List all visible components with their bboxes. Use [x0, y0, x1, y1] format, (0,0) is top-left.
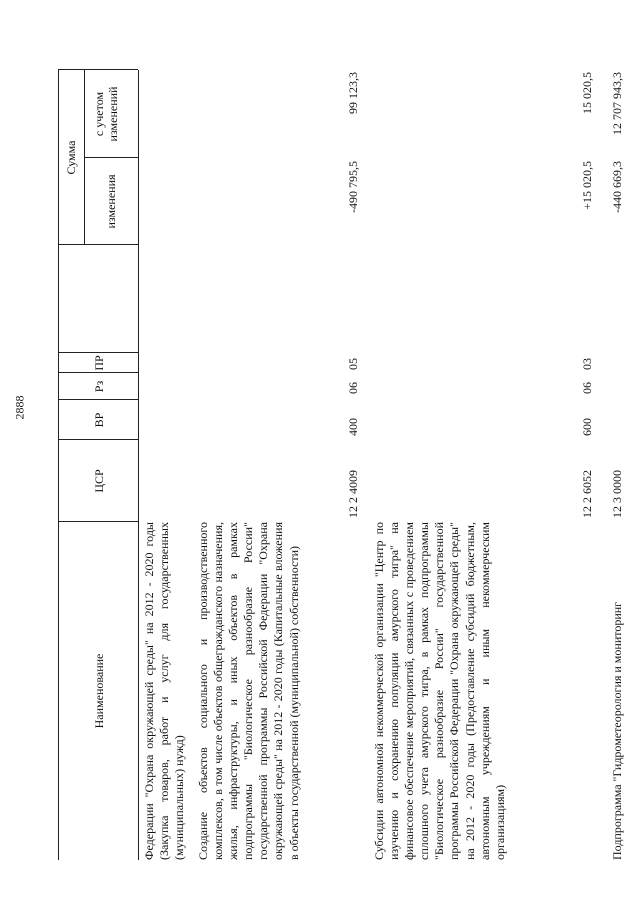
header-pr: ПР [92, 355, 106, 371]
row-name: Создание объектов социального и производственного комплексов, в том числе объектов общегражданского назначения, жилья, инфраструктуры, и иных объектов в рамках подпрограммы "Биологическое разнообразие России" государственной программы Российской Федерации "Охрана окружающей среды" на 2012 - 2020 годы (Капитальные вложения в объекты государственной (муниципальной) собственности) [196, 522, 301, 860]
row-name: Подпрограмма "Гидрометеорология и мониторинг [610, 601, 624, 860]
budget-table [0, 70, 640, 860]
row-rz: 06 [346, 382, 360, 394]
row-csr: 12 3 0000 [610, 470, 624, 518]
header-with-change: с учетом изменений [92, 86, 120, 142]
row-csr: 12 2 4009 [346, 470, 360, 518]
row-change: -440 669,3 [610, 161, 624, 213]
row-total: 12 707 943,3 [610, 72, 624, 135]
row-pr: 05 [346, 358, 360, 370]
header-rz: Рз [92, 380, 106, 393]
row-total: 15 020,5 [580, 72, 594, 114]
row-pr: 03 [580, 358, 594, 370]
page-number: 2888 [12, 395, 27, 420]
row-change: -490 795,5 [346, 161, 360, 213]
row-vr: 600 [580, 418, 594, 436]
header-change: изменения [104, 174, 118, 229]
row-change: +15 020,5 [580, 161, 594, 210]
table-top-border [58, 70, 59, 860]
row-name: Федерации "Охрана окружающей среды" на 2012 - 2020 годы (Закупка товаров, работ и услуг для государственных (муниципальных) нужд) [142, 522, 187, 860]
header-name: Наименование [92, 653, 106, 729]
row-csr: 12 2 6052 [580, 470, 594, 518]
header-vr: ВР [92, 412, 106, 428]
rotated-page [0, 70, 640, 860]
header-bottom-border [138, 70, 139, 860]
header-sum: Сумма [64, 140, 78, 175]
row-name: Субсидии автономной некоммерческой организации "Центр по изучению и сохранению популяции амурского тигра" на финансовое обеспечение мероприятий, связанных с проведением сплошного учета амурского тигра, в рамках подпрограммы "Биологическое разнообразие России" государственной программы Российской Федерации "Охрана окружающей среды" на 2012 - 2020 годы (Предоставление субсидий бюджетным, автономным учреждениям и иным некоммерческим организациям) [372, 522, 507, 860]
header-csr: ЦСР [92, 469, 106, 493]
row-total: 99 123,3 [346, 72, 360, 114]
row-vr: 400 [346, 418, 360, 436]
row-rz: 06 [580, 382, 594, 394]
